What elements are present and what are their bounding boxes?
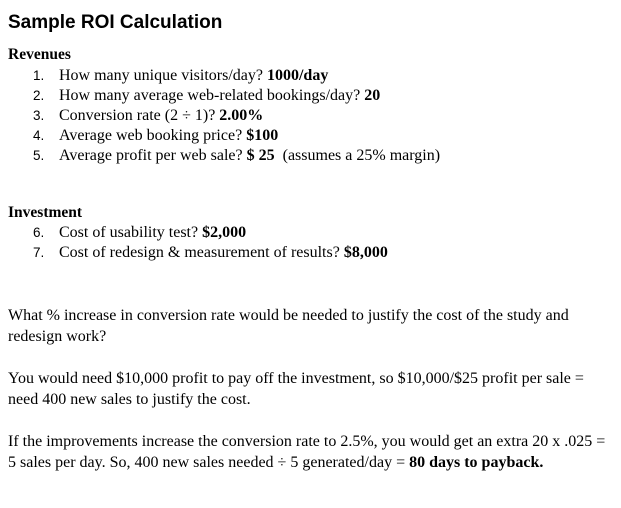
payback-result: 80 days to payback. <box>409 454 544 471</box>
list-item-number: 5. <box>33 148 45 163</box>
list-item-text: How many average web-related bookings/day? <box>59 87 365 104</box>
list-item-value: $ 25 <box>246 147 275 164</box>
investment-heading: Investment <box>8 204 83 221</box>
list-item-text: Conversion rate (2 ÷ 1)? <box>59 107 220 124</box>
list-item-number: 1. <box>33 68 45 83</box>
page-title: Sample ROI Calculation <box>8 12 223 33</box>
list-item-value: 2.00% <box>219 107 264 124</box>
list-item-text: Average web booking price? <box>59 127 247 144</box>
list-item-text: Cost of usability test? <box>59 224 203 241</box>
list-item-text: Average profit per web sale? <box>59 147 247 164</box>
list-item-number: 6. <box>33 225 45 240</box>
list-item-suffix: (assumes a 25% margin) <box>274 147 441 164</box>
list-item-value: $100 <box>246 127 279 144</box>
answer-paragraph-2 <box>8 431 614 473</box>
revenues-heading: Revenues <box>8 46 71 63</box>
list-item-text: Cost of redesign & measurement of results? <box>59 244 344 261</box>
list-item-number: 4. <box>33 128 45 143</box>
list-item-value: $8,000 <box>343 244 388 261</box>
list-item-value: $2,000 <box>202 224 247 241</box>
list-item-number: 7. <box>33 245 45 260</box>
list-item-text: How many unique visitors/day? <box>59 67 267 84</box>
answer-paragraph-1: You would need $10,000 profit to pay off the investment, so $10,000/$25 profit per sale = need 400 new sales to justify the cost. <box>8 370 584 408</box>
answer-paragraph-2-lead: If the improvements increase the conversion rate to 2.5%, you would get an extra 20 x .025 = 5 sales per day. So, 400 new sales needed ÷ 5 generated/day = <box>8 433 606 471</box>
list-item-number: 3. <box>33 108 45 123</box>
list-item-value: 1000/day <box>266 67 329 84</box>
list-item-number: 2. <box>33 88 45 103</box>
list-item-value: 20 <box>364 87 381 104</box>
question-paragraph: What % increase in conversion rate would be needed to justify the cost of the study and redesign work? <box>8 307 569 345</box>
